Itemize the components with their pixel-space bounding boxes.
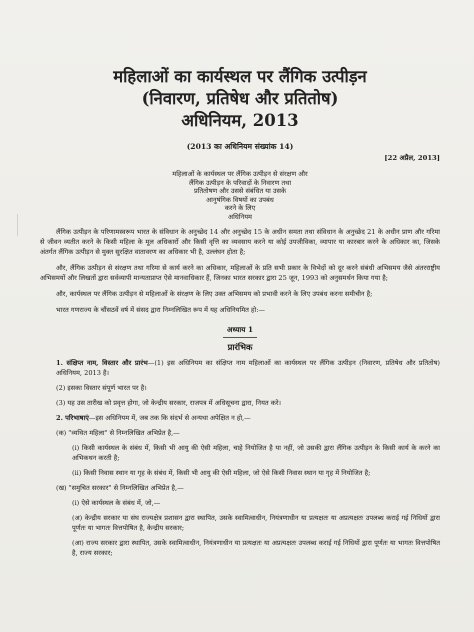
act-number: (2013 का अधिनियम संख्यांक 14)	[186, 142, 294, 151]
long-title-line: लैंगिक उत्पीड़न के परिवादों के निवारण तथा	[188, 178, 292, 187]
definition-a-i: (i) किसी कार्यस्थल के संबंध में, किसी भी आयु की ऐसी महिला, चाहे नियोजित है या नहीं, जो उसकी द्वारा लैंगिक उत्पीड़न के किसी कार्य के करने का अभिकथन करती है;	[72, 444, 440, 462]
preamble-paragraph: और, लैंगिक उत्पीड़न से संरक्षण तथा गरिमा से कार्य करने का अधिकार, महिलाओं के प्रति सभी प्रकार के विभेदों को दूर करने संबंधी अभिसमय जैसे अंतरराष्ट्रीय अभिसमयों और लिखतों द्वारा सर्वव्यापी मान्यताप्राप्त ऐसे मानवाधिकार हैं, जिनका भारत सरकार द्वारा 25 जून, 1993 को अनुसमर्थन किया गया है;	[40, 264, 440, 282]
act-title-line-1: महिलाओं का कार्यस्थल पर लैंगिक उत्पीड़न	[113, 67, 367, 86]
long-title-line: प्रतितोषण और उससे संबंधित या उसके	[193, 187, 287, 195]
definition-b-i: (i) ऐसे कार्यस्थल के संबंध में, जो,—	[72, 499, 161, 507]
act-date: [22 अप्रैल, 2013]	[384, 154, 440, 162]
long-title-line: अधिनियम	[228, 212, 252, 221]
chapter-divider	[223, 337, 257, 338]
definition-a-ii: (ii) किसी निवास स्थान या गृह के संबंध में, किसी भी आयु की ऐसी महिला, जो ऐसे किसी निवास स्थान या गृह में नियोजित है;	[72, 469, 371, 477]
long-title-line: आनुषंगिक विषयों का उपबंध	[206, 195, 274, 204]
margin-mark	[17, 214, 27, 236]
enacting-clause: भारत गणराज्य के चौंसठवें वर्ष में संसद द्वारा निम्नलिखित रूप में यह अधिनियमित हो:—	[56, 306, 266, 314]
section-1-heading: 1. संक्षिप्त नाम, विस्तार और प्रारंभ	[56, 359, 148, 367]
section-2-heading: 2. परिभाषाएं	[56, 414, 89, 422]
long-title-line: महिलाओं के कार्यस्थल पर लैंगिक उत्पीड़न से संरक्षण और	[172, 170, 308, 178]
section-1	[40, 358, 440, 378]
chapter-number: अध्याय 1	[227, 325, 253, 334]
section-1-sub-3: (3) यह उस तारीख को प्रवृत्त होगा, जो केन्द्रीय सरकार, राजपत्र में अधिसूचना द्वारा, नियत करे।	[56, 399, 282, 407]
preamble-paragraph: और, कार्यस्थल पर लैंगिक उत्पीड़न से महिलाओं के संरक्षण के लिए उक्त अभिसमय को प्रभावी करने के लिए उपबंध करना समीचीन है;	[56, 290, 373, 298]
definition-a: (क) "व्यथित महिला" से निम्नलिखित अभिप्रेत है,—	[56, 429, 180, 437]
preamble-paragraph: लैंगिक उत्पीड़न के परिणामस्वरूप भारत के संविधान के अनुच्छेद 14 और अनुच्छेद 15 के अधीन समता तथा संविधान के अनुच्छेद 21 के अधीन प्राण और गरिमा से जीवन व्यतीत करने के किसी महिला के मूल अधिकारों और किसी वृत्ति का व्यवसाय करने या कोई उपजीविका, व्यापार या कारबार करने के अधिकार का, जिसके अंतर्गत लैंगिक उत्पीड़न से मुक्त सुरक्षित वातावरण का अधिकार भी है, उल्लंघन होता है;	[40, 228, 440, 256]
long-title	[40, 170, 440, 221]
chapter-title: प्रारंभिक	[227, 342, 253, 352]
long-title-line: करने के लिए	[224, 204, 256, 212]
section-1-sub-2: (2) इसका विस्तार संपूर्ण भारत पर है।	[56, 384, 147, 392]
section-2-text: —इस अधिनियम में, जब तक कि संदर्भ से अन्यथा अपेक्षित न हो,—	[88, 414, 251, 422]
definition-b-i-b: (आ) राज्य सरकार द्वारा स्थापित, उसके स्वामित्वाधीन, नियंत्रणाधीन या प्रत्यक्षतः या अप्रत्यक्षतः उपलब्ध कराई गई निधियों द्वारा पूर्णतः या भागतः वित्तपोषित है, राज्य सरकार;	[72, 539, 440, 557]
definition-b: (ख) "समुचित सरकार" से निम्नलिखित अभिप्रेत है,—	[56, 484, 184, 492]
section-2	[40, 413, 440, 423]
act-title-line-2: (निवारण, प्रतिषेध और प्रतितोष)	[141, 89, 339, 108]
act-title-line-3: अधिनियम, 2013	[181, 111, 299, 130]
definition-b-i-a: (अ) केन्द्रीय सरकार या संघ राज्यक्षेत्र प्रशासन द्वारा स्थापित, उसके स्वामित्वाधीन, नियंत्रणाधीन या प्रत्यक्षतः या अप्रत्यक्षतः उपलब्ध कराई गई निधियों द्वारा पूर्णतः या भागतः वित्तपोषित है, केन्द्रीय सरकार;	[72, 514, 440, 532]
section-1-text: —(1) इस अधिनियम का संक्षिप्त नाम महिलाओं का कार्यस्थल पर लैंगिक उत्पीड़न (निवारण, प्रतिषेध और प्रतितोष) अधिनियम, 2013 है।	[56, 359, 440, 377]
